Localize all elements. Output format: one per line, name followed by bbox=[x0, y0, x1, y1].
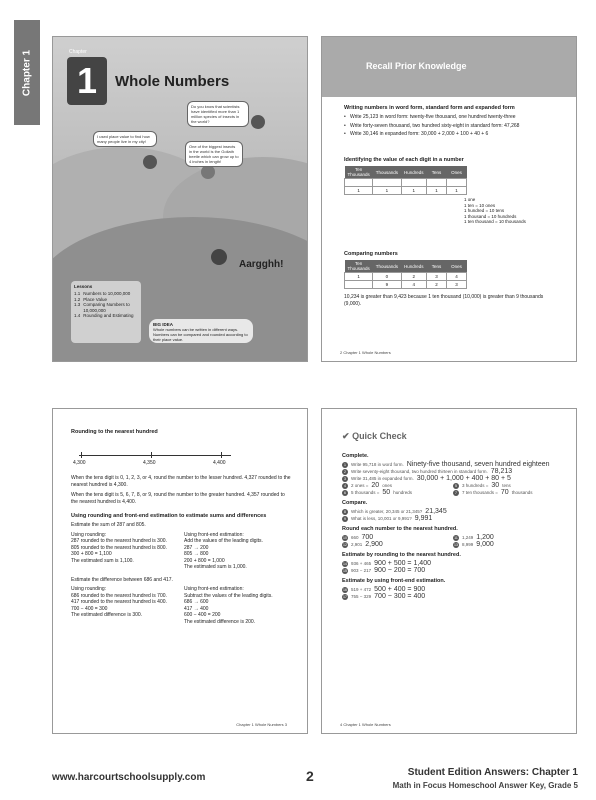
comparing-section: Comparing numbers Ten Thousands Thousands Hundreds Tens Ones 1 0 2 3 4 9 4 2 3 10,234 is greater than 9,423 because 1 ten thousand (10,000) is greater than 9 thousands (9,000). bbox=[344, 251, 544, 307]
speech-bubble-left: I used place value to find how many people live in my city! bbox=[93, 131, 157, 147]
question-row: 17 755 − 329 700 − 300 = 400 bbox=[343, 593, 426, 600]
big-idea-box: BIG IDEA Whole numbers can be written in different ways. Numbers can be compared and rounded according to their place value. bbox=[149, 319, 253, 343]
page-header-banner bbox=[322, 37, 577, 97]
lesson-item: 1.2 Place Value bbox=[74, 296, 107, 302]
speech-bubble-mid: One of the biggest insects in the world is the Goliath beetle which can grow up to 4 inches in length! bbox=[185, 141, 243, 167]
question-row: 8 Which is greater, 20,345 or 21,345? 21,345 bbox=[342, 508, 564, 515]
chapter-number-badge: 1 bbox=[67, 57, 107, 105]
page-footer: 4 Chapter 1 Whole Numbers bbox=[340, 722, 391, 727]
place-value-legend: 1 one 1 ten = 10 ones 1 hundred = 10 tens 1 thousand = 10 hundreds 1 ten thousand = 10 thousands bbox=[464, 197, 526, 224]
number-line: 4,300 4,350 4,400 bbox=[71, 441, 291, 469]
checkmark-icon: ✔ bbox=[342, 431, 350, 441]
place-value-table: Ten Thousands Thousands Hundreds Tens Ones 1 1 1 1 1 bbox=[344, 166, 467, 195]
question-row: 14 936 + 465 900 + 500 = 1,400 bbox=[343, 560, 431, 567]
question-row: 13 8,999 9,000 bbox=[454, 541, 494, 548]
chapter-title: Whole Numbers bbox=[115, 73, 230, 90]
question-row: 5 3 hundreds = 30 tens bbox=[453, 482, 564, 489]
question-row: 1 Write 95,718 in word form. Ninety-five thousand, seven hundred eighteen bbox=[342, 461, 564, 468]
word-form-section: Writing numbers in word form, standard form and expanded form • Write 25,123 in word form: twenty-five thousand, one hundred twenty-three • Write forty-seven thousand, two hundred sixty-eight in standard form: 47,268 • Write 30,146 in expanded form: 30,000 + 2,000 + 100 + 40 + 6 bbox=[344, 105, 554, 140]
lessons-box: Lessons 1.1 Numbers to 10,000,000 1.2 Place Value 1.3 Comparing Numbers to 10,000,000 1.4 Rounding and Estimating bbox=[71, 281, 141, 343]
question-row: 15 903 − 217 900 − 200 = 700 bbox=[343, 567, 426, 574]
rounding-page: Rounding to the nearest hundred 4,300 4,350 4,400 When the tens digit is 0, 1, 2, 3, or 4, round the number to the lesser hundred. 4,327 rounded to the nearest hundred is 4,300. When the tens digit is 5, 6, 7, 8, or 9, round the number to the greater hundred. 4,357 rounded to the nearest hundred is 4,400. Using rounding and front-end estimation to estimate sums and differences Estimate the sum of 287 and 805. Using rounding: 287 rounded to the nearest hundred is 300. 805 rounded to the nearest hundred is 800. 300 + 800 = 1,100 The estimated sum is 1,100. Using front-end estimation: Add the values of the leading digits. 287 → 200 805 → 800 200 + 800 = 1,000 The estimated sum is 1,000. Estimate the difference between 686 and 417. Using rounding: 686 rounded to the nearest hundred is 700. 417 rounded to the nearest hundred is 400. 700 − 400 = 300 The estimated difference is 300. Using front-end estimation: Subtract the values of the leading digits. 686 → 600 417 → 400 600 − 400 = 200 The estimated difference is 200. Chapter 1 Whole Numbers 3 bbox=[52, 408, 308, 734]
question-row: 2 Write seventy-eight thousand, two hundred thirteen in standard form. 78,213 bbox=[342, 468, 564, 475]
question-row: 7 7 ten thousands = 70 thousands bbox=[453, 489, 564, 496]
question-row: 11 1,249 1,200 bbox=[454, 534, 494, 541]
footer-subtitle: Math in Focus Homeschool Answer Key, Grade 5 bbox=[392, 781, 578, 790]
sum-estimate-columns: Using rounding: 287 rounded to the nearest hundred is 300. 805 rounded to the nearest hundred is 800. 300 + 800 = 1,100 The estimated sum is 1,100. Using front-end estimation: Add the values of the leading digits. 287 → 200 805 → 800 200 + 800 = 1,000 The estimated sum is 1,000. bbox=[71, 531, 263, 570]
speech-bubble-top: Do you know that scientists have identified more than 1 million species of insects in the world? bbox=[187, 101, 249, 127]
question-row: 4 2 ones = 20 ones bbox=[342, 482, 453, 489]
question-row: 16 519 + 472 500 + 400 = 900 bbox=[343, 586, 426, 593]
digit-value-section: Identifying the value of each digit in a number Ten Thousands Thousands Hundreds Tens Ones 1 1 1 1 1 1 one 1 ten = 10 ones 1 hundred = 10 tens 1 thousand = 10 hundreds 1 ten thousand = 10 thousands bbox=[344, 157, 554, 225]
question-row: 6 5 thousands = 50 hundreds bbox=[342, 489, 453, 496]
footer-title: Student Edition Answers: Chapter 1 bbox=[407, 767, 578, 778]
lesson-item: 1.1 Numbers to 10,000,000 bbox=[74, 291, 131, 296]
lesson-item: 1.4 Rounding and Estimating bbox=[74, 313, 134, 318]
website-url: www.harcourtschoolsupply.com bbox=[52, 772, 206, 783]
question-row: 12 2,901 2,900 bbox=[343, 541, 383, 548]
page-title: Recall Prior Knowledge bbox=[366, 61, 467, 71]
question-row: 3 Write 31,485 in expanded form. 30,000 + 1,000 + 400 + 80 + 5 bbox=[342, 475, 564, 482]
lesson-item: 1.3 Comparing Numbers to 10,000,000 bbox=[74, 302, 130, 313]
section-title: Using rounding and front-end estimation to estimate sums and differences bbox=[71, 513, 267, 519]
difference-estimate-columns: Using rounding: 686 rounded to the nearest hundred is 700. 417 rounded to the nearest hundred is 400. 700 − 400 = 300 The estimated difference is 300. Using front-end estimation: Subtract the values of the leading digits. 686 → 600 417 → 400 600 − 400 = 200 The estimated difference is 200. bbox=[71, 586, 273, 625]
recall-prior-knowledge-page bbox=[321, 36, 577, 362]
chapter-side-tab: Chapter 1 bbox=[14, 20, 40, 125]
section-title: Rounding to the nearest hundred bbox=[71, 429, 158, 435]
chapter-opener-page bbox=[52, 36, 308, 362]
page-footer: Chapter 1 Whole Numbers 3 bbox=[236, 722, 287, 727]
chapter-label: Chapter bbox=[69, 49, 87, 55]
quick-check-page: ✔ Quick Check Complete. 1 Write 95,718 in word form. Ninety-five thousand, seven hundred eighteen 2 Write seventy-eight thousand, two hundred thirteen in standard form. 78,213 3 Write 31,485 in expanded form. 30,000 + 1,000 + 400 + 80 + 5 4 2 ones = 20 ones 5 3 hundreds = 30 tens 6 5 thousands = 50 hundreds 7 7 ten thousands = 70 thousands Compare. 8 Which is greater, 20,345 or 21,345? 21,345 9 What is less, 10,001 or 9,991? 9,991 Round each number to the nearest hundred. 10 660 700 11 1,249 1,200 12 2,901 2,900 13 8,999 9,000 Estimate by rounding to the nearest hundred. 14 936 + 465 900 + 500 = 1,400 15 903 − 217 900 − 200 = 700 Estimate by using front-end estimation. 16 519 + 472 500 + 400 = 900 17 755 − 329 700 − 300 = 400 4 Chapter 1 Whole Numbers bbox=[321, 408, 577, 734]
page-number: 2 bbox=[306, 768, 314, 784]
question-row: 9 What is less, 10,001 or 9,991? 9,991 bbox=[342, 515, 564, 522]
page-footer: 2 Chapter 1 Whole Numbers bbox=[340, 350, 391, 355]
compare-table: Ten Thousands Thousands Hundreds Tens Ones 1 0 2 3 4 9 4 2 3 bbox=[344, 260, 467, 289]
exclamation-text: Aargghh! bbox=[239, 259, 284, 270]
question-row: 10 660 700 bbox=[343, 534, 374, 541]
page-title: ✔ Quick Check bbox=[342, 431, 407, 441]
